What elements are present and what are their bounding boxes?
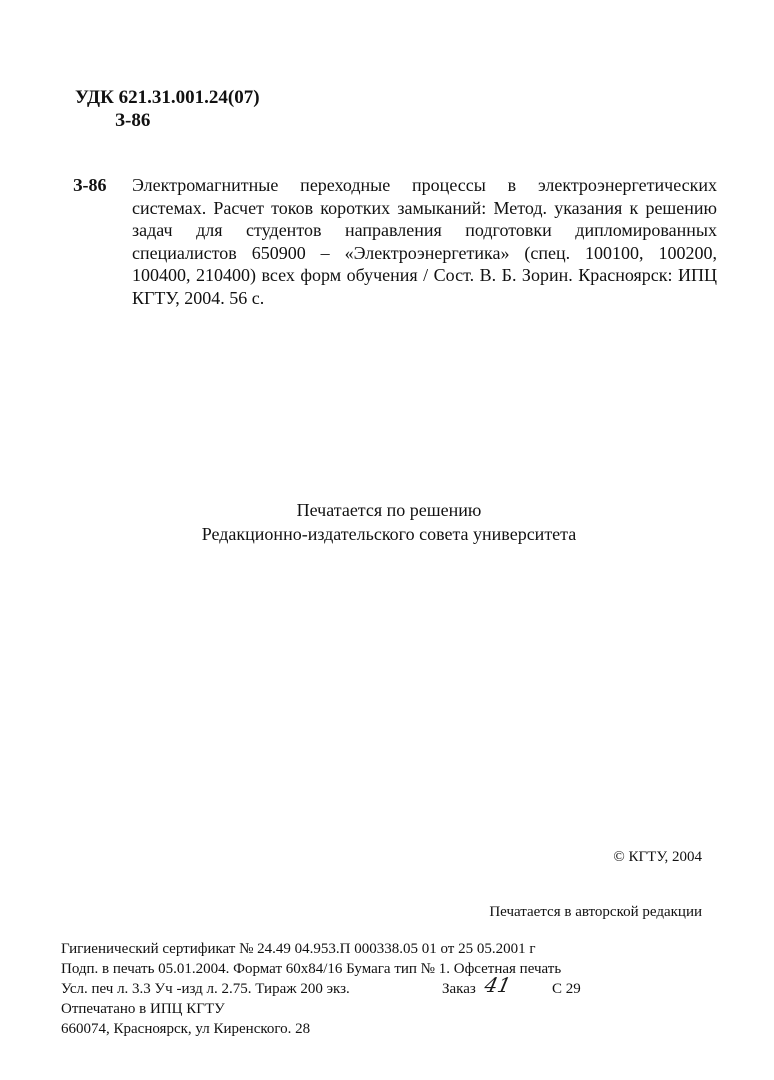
imprint-printed-at: Отпечатано в ИПЦ КГТУ bbox=[61, 1001, 225, 1017]
udk-classification: УДК 621.31.001.24(07) bbox=[75, 87, 260, 108]
imprint-address: 660074, Красноярск, ул Киренского. 28 bbox=[61, 1021, 311, 1037]
bibliographic-description: Электромагнитные переходные процессы в электроэнергетических системах. Расчет токов коротких замыканий: Метод. указания к решению задач для студентов направления подготовки дипломированных специалистов 650900 – «Электроэнергетика» (спец. 100100, 100200, 100400, 210400) всех форм обучения / Сост. В. Б. Зорин. Красноярск: ИПЦ КГТУ, 2004. 56 с. bbox=[132, 175, 717, 308]
approval-line-1: Печатается по решению bbox=[296, 500, 482, 520]
author-edition-note: Печатается в авторской редакции bbox=[489, 904, 702, 920]
pages-count: С 29 bbox=[552, 981, 581, 997]
copyright-notice: © КГТУ, 2004 bbox=[613, 849, 702, 865]
imprint-signed: Подп. в печать 05.01.2004. Формат 60x84/16 Бумага тип № 1. Офсетная печать bbox=[61, 961, 562, 977]
order-number-handwritten: 41 bbox=[482, 973, 514, 997]
order-label: Заказ bbox=[442, 981, 476, 997]
imprint-block bbox=[61, 939, 681, 1039]
author-mark: З-86 bbox=[115, 110, 151, 131]
imprint-sheets: Усл. печ л. 3.3 Уч -изд л. 2.75. Тираж 200 экз. bbox=[61, 981, 350, 997]
approval-line-2: Редакционно-издательского совета университета bbox=[201, 524, 577, 544]
imprint-sheets-row bbox=[61, 973, 681, 999]
imprint-certificate: Гигиенический сертификат № 24.49 04.953.П 000338.05 01 от 25 05.2001 г bbox=[61, 941, 536, 957]
bibliographic-code: З-86 bbox=[73, 175, 107, 195]
approval-note bbox=[0, 498, 774, 546]
